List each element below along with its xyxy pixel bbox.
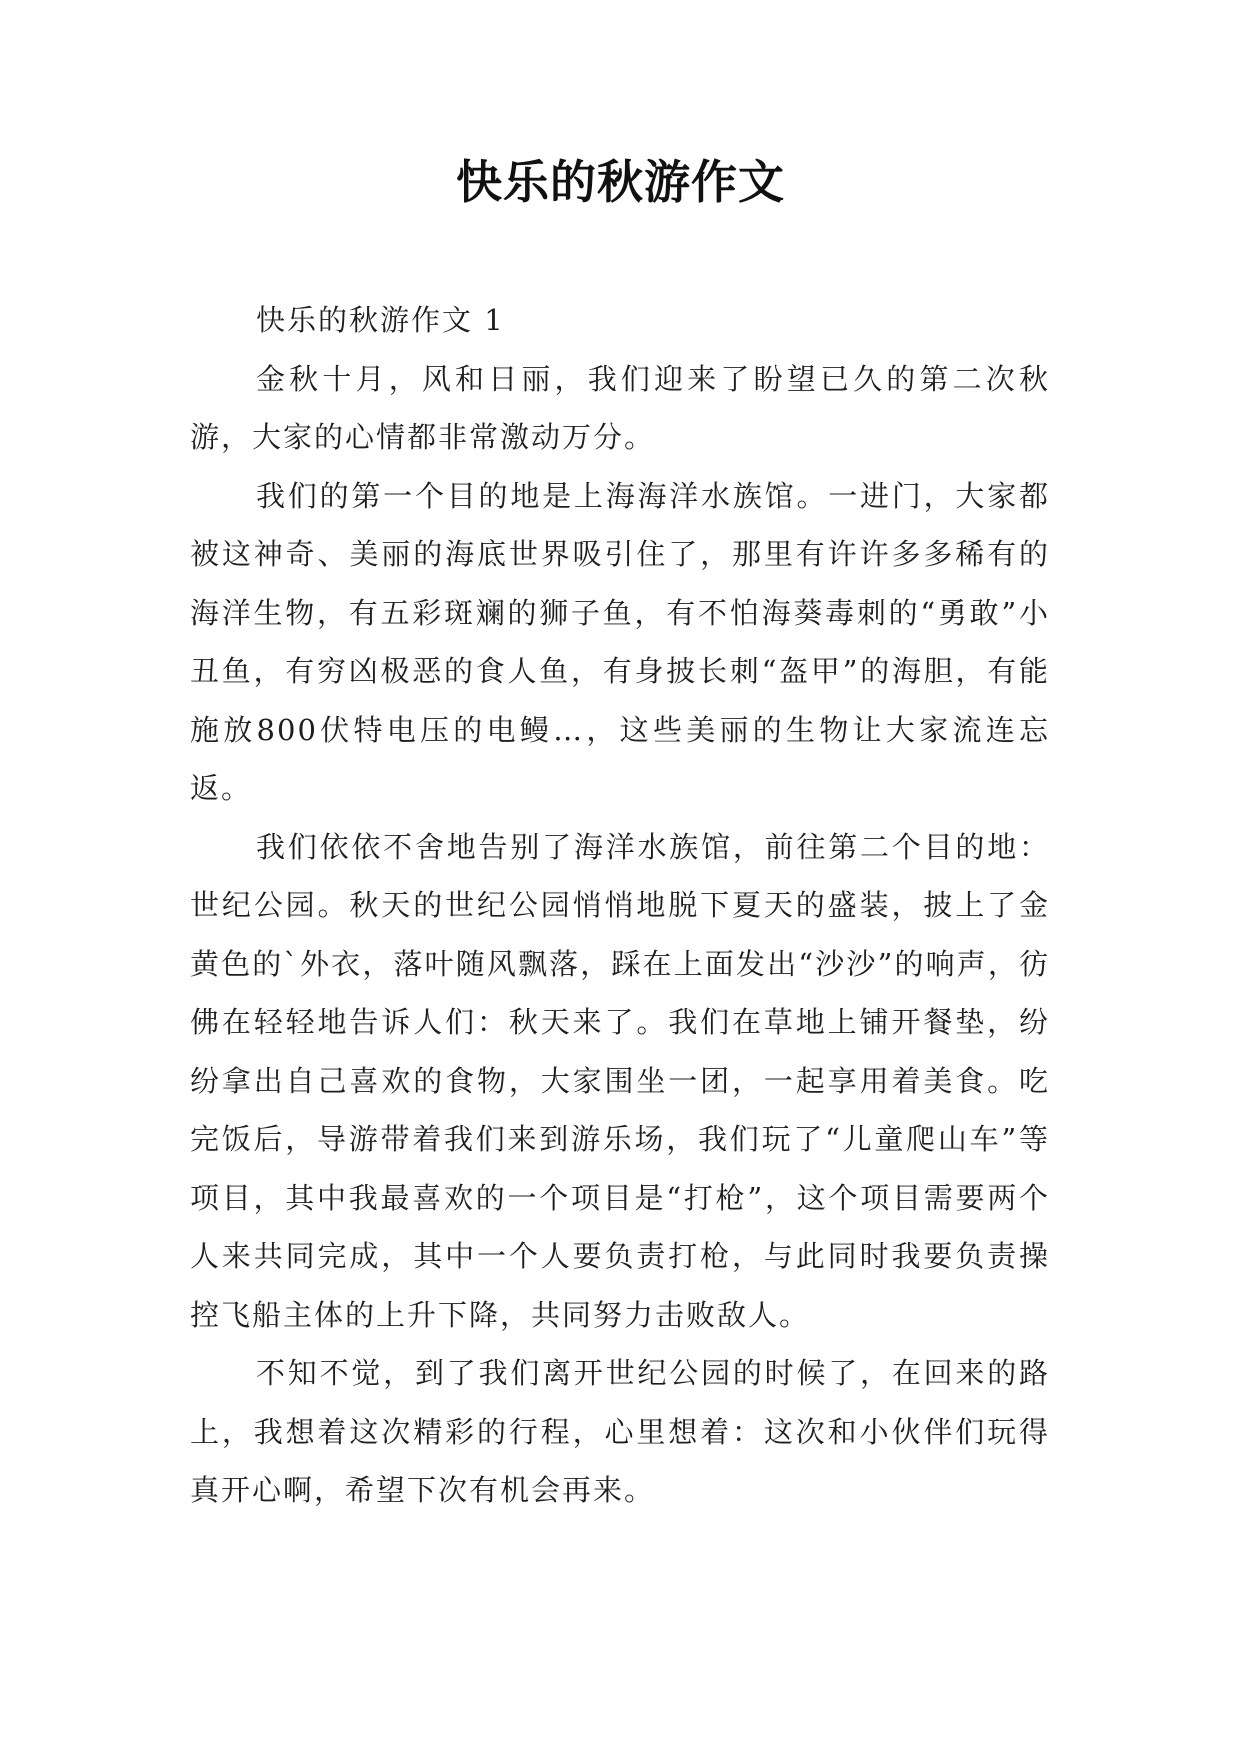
paragraph-2: 我们的第一个目的地是上海海洋水族馆。一进门，大家都被这神奇、美丽的海底世界吸引住了，那里有许许多多稀有的海洋生物，有五彩斑斓的狮子鱼，有不怕海葵毒刺的“勇敢”小丑鱼，有穷凶极恶的食人鱼，有身披长刺“盔甲”的海胆，有能施放800伏特电压的电鳗…，这些美丽的生物让大家流连忘返。 [190, 478, 1050, 805]
document-title: 快乐的秋游作文 [456, 155, 785, 209]
document-body [190, 291, 1050, 1520]
paragraph-4: 不知不觉，到了我们离开世纪公园的时候了，在回来的路上，我想着这次精彩的行程，心里想着：这次和小伙伴们玩得真开心啊，希望下次有机会再来。 [190, 1356, 1050, 1507]
paragraph-3: 我们依依不舍地告别了海洋水族馆，前往第二个目的地：世纪公园。秋天的世纪公园悄悄地脱下夏天的盛装，披上了金黄色的`外衣，落叶随风飘落，踩在上面发出“沙沙”的响声，彷佛在轻轻地告诉人们：秋天来了。我们在草地上铺开餐垫，纷纷拿出自己喜欢的食物，大家围坐一团，一起享用着美食。吃完饭后，导游带着我们来到游乐场，我们玩了“儿童爬山车”等项目，其中我最喜欢的一个项目是“打枪”，这个项目需要两个人来共同完成，其中一个人要负责打枪，与此同时我要负责操控飞船主体的上升下降，共同努力击败敌人。 [190, 829, 1050, 1332]
paragraph-1: 金秋十月，风和日丽，我们迎来了盼望已久的第二次秋游，大家的心情都非常激动万分。 [190, 361, 1050, 454]
essay-subheading: 快乐的秋游作文 1 [256, 303, 505, 337]
